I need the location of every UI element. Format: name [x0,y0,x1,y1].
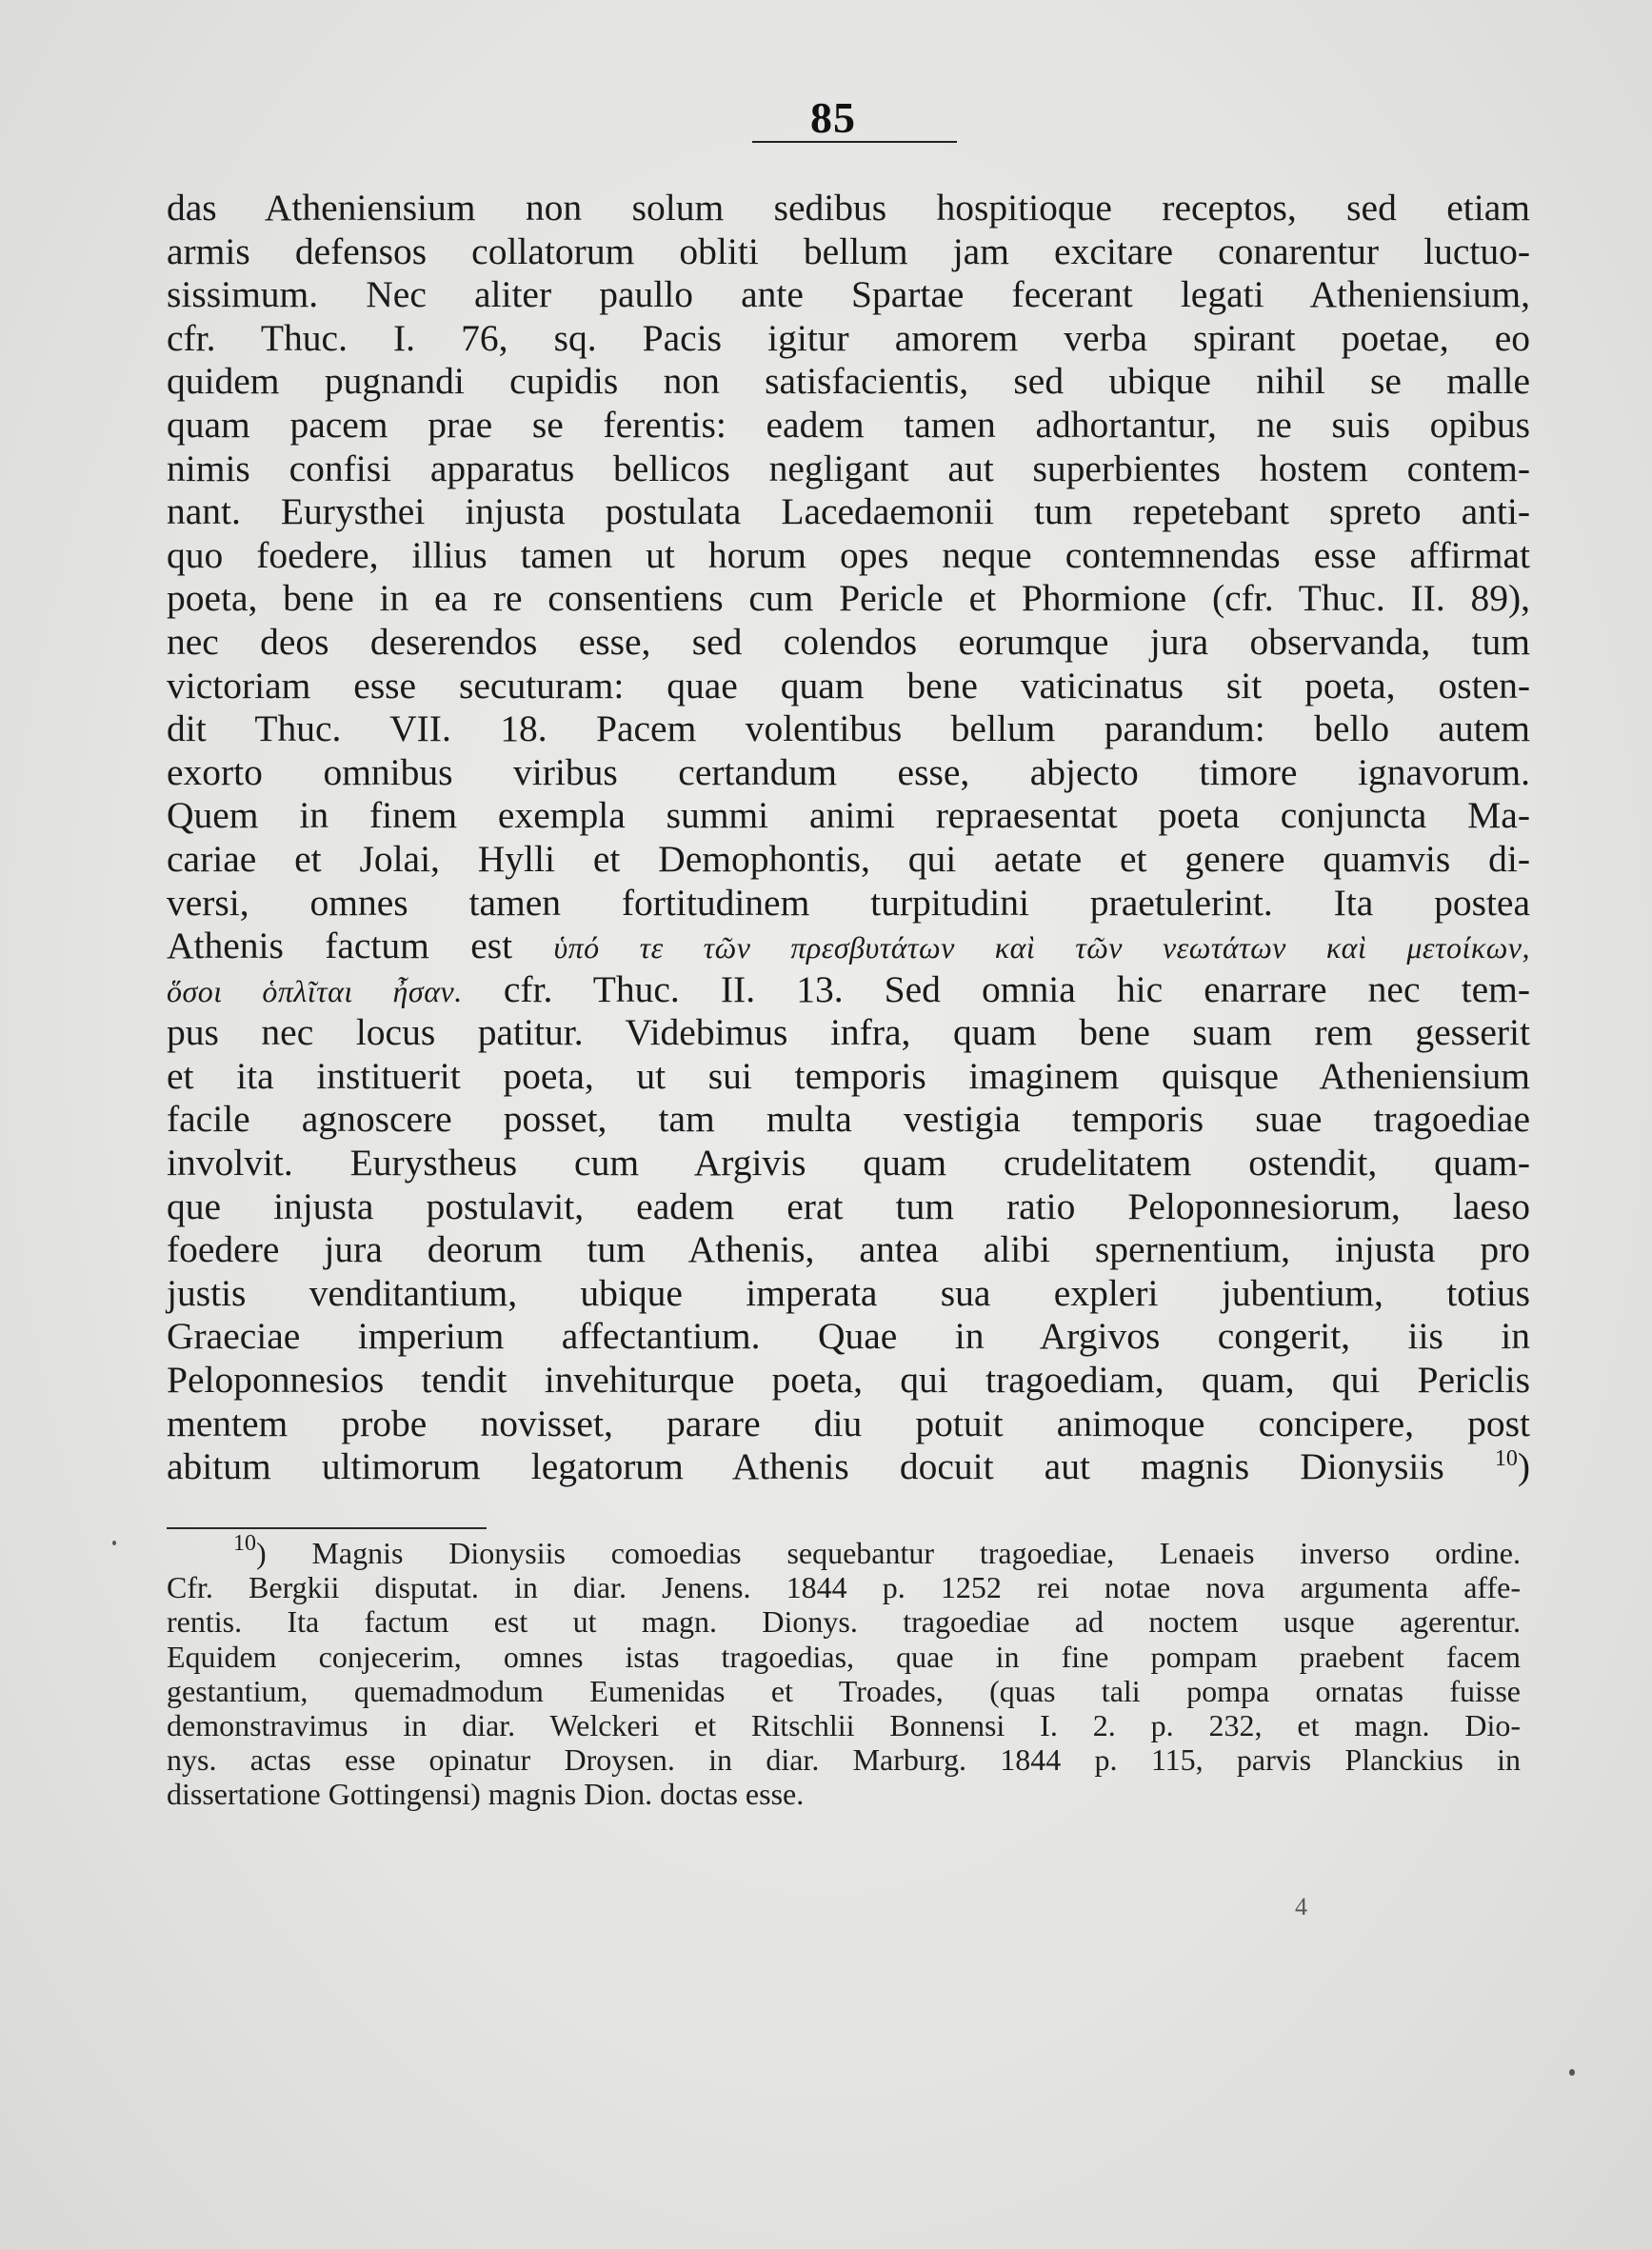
footnote-line: nys. actas esse opinatur Droysen. in diar. Marburg. 1844 p. 115, parvis Planckius in [167,1742,1521,1778]
text-line: exorto omnibus viribus certandum esse, abjecto timore ignavorum. [167,750,1530,793]
greek-line-lead: Athenis factum est [167,925,513,967]
text-line: quidem pugnandi cupidis non satisfacientis, sed ubique nihil se malle [167,360,1530,403]
text-line: et ita instituerit poeta, ut sui temporis imaginem quisque Atheniensium [167,1054,1530,1097]
text-line: victoriam esse secuturam: quae quam bene vaticinatus sit poeta, osten- [167,664,1530,707]
greek-quotation: ὑπό τε τῶν πρεσβυτάτων καὶ τῶν νεωτάτων καὶ μετοίκων, [553,930,1531,965]
greek-quotation-end: ὅσοι ὁπλῖται ἦσαν. [167,973,463,1008]
text-line-with-greek [167,968,1530,1012]
text-line: mentem probe novisset, parare diu potuit animoque concipere, post [167,1402,1530,1444]
footnote-line: dissertatione Gottingensi) magnis Dion. doctas esse. [167,1777,805,1812]
text-line: foedere jura deorum tum Athenis, antea alibi spernentium, injusta pro [167,1228,1530,1271]
text-line: Peloponnesios tendit invehiturque poeta, qui tragoediam, quam, qui Periclis [167,1359,1530,1402]
ink-speck [112,1541,116,1545]
text-line: Graeciae imperium affectantium. Quae in Argivos congerit, iis in [167,1315,1530,1358]
last-line-text: abitum ultimorum legatorum Athenis docuit aut magnis Dionysiis [167,1445,1444,1488]
text-line-last [167,1445,1530,1489]
text-line: armis defensos collatorum obliti bellum jam excitare conarentur luctuo- [167,229,1530,272]
footnote-marker: 10 [233,1531,256,1556]
text-line: sissimum. Nec aliter paullo ante Spartae fecerant legati Atheniensium, [167,273,1530,316]
page-number: 85 [810,93,856,142]
footnote-line [167,1531,1521,1570]
footnote-line: Equidem conjecerim, omnes istas tragoedias, quae in fine pompam praebent facem [167,1639,1521,1674]
text-line: facile agnoscere posset, tam multa vestigia temporis suae tragoediae [167,1098,1530,1141]
text-line: nant. Eurysthei injusta postulata Lacedaemonii tum repetebant spreto anti- [167,490,1530,533]
footnote-rule [167,1527,487,1529]
text-line: cfr. Thuc. I. 76, sq. Pacis igitur amorem verba spirant poetae, eo [167,316,1530,359]
footnote-line: demonstravimus in diar. Welckeri et Ritschlii Bonnensi I. 2. p. 232, et magn. Dio- [167,1707,1521,1742]
text-line: quo foedere, illius tamen ut horum opes neque contemnendas esse affirmat [167,533,1530,576]
text-line: dit Thuc. VII. 18. Pacem volentibus bellum parandum: bello autem [167,707,1530,750]
text-line: pus nec locus patitur. Videbimus infra, quam bene suam rem gesserit [167,1011,1530,1054]
text-line: cariae et Jolai, Hylli et Demophontis, qui aetate et genere quamvis di- [167,837,1530,880]
text-line: versi, omnes tamen fortitudinem turpitudini praetulerint. Ita postea [167,881,1530,924]
footnote-reference: 10 [1494,1446,1518,1472]
footnote-line: Cfr. Bergkii disputat. in diar. Jenens. 1844 p. 1252 rei notae nova argumenta affe- [167,1570,1521,1605]
main-text [167,187,1530,1489]
footnote-lead: ) Magnis Dionysiis comoedias sequebantur tragoediae, Lenaeis inverso ordine. [256,1536,1521,1570]
footnote-line: gestantium, quemadmodum Eumenidas et Troades, (quas tali pompa ornatas fuisse [167,1673,1521,1708]
ink-speck [1569,2069,1575,2076]
text-line: quam pacem prae se ferentis: eadem tamen adhortantur, ne suis opibus [167,403,1530,446]
text-line: nimis confisi apparatus bellicos negligant aut superbientes hostem contem- [167,447,1530,489]
text-line: poeta, bene in ea re consentiens cum Pericle et Phormione (cfr. Thuc. II. 89), [167,577,1530,620]
footnotes [167,1531,1521,1812]
text-line: que injusta postulavit, eadem erat tum ratio Peloponnesiorum, laeso [167,1184,1530,1227]
text-line: involvit. Eurystheus cum Argivis quam crudelitatem ostendit, quam- [167,1142,1530,1184]
text-line: justis venditantium, ubique imperata sua expleri jubentium, totius [167,1271,1530,1314]
footnote-line: rentis. Ita factum est ut magn. Dionys. tragoediae ad noctem usque agerentur. [167,1604,1521,1640]
text-line-with-greek [167,925,1530,968]
text-line: nec deos deserendos esse, sed colendos eorumque jura observanda, tum [167,620,1530,663]
signature-mark: 4 [1295,1893,1307,1921]
closing-paren: ) [1517,1445,1530,1488]
text-line: Quem in finem exempla summi animi repraesentat poeta conjuncta Ma- [167,794,1530,837]
greek-line-rest: cfr. Thuc. II. 13. Sed omnia hic enarrare nec tem- [503,967,1530,1010]
header-rule [752,141,957,143]
text-line: das Atheniensium non solum sedibus hospitioque receptos, sed etiam [167,187,1530,229]
